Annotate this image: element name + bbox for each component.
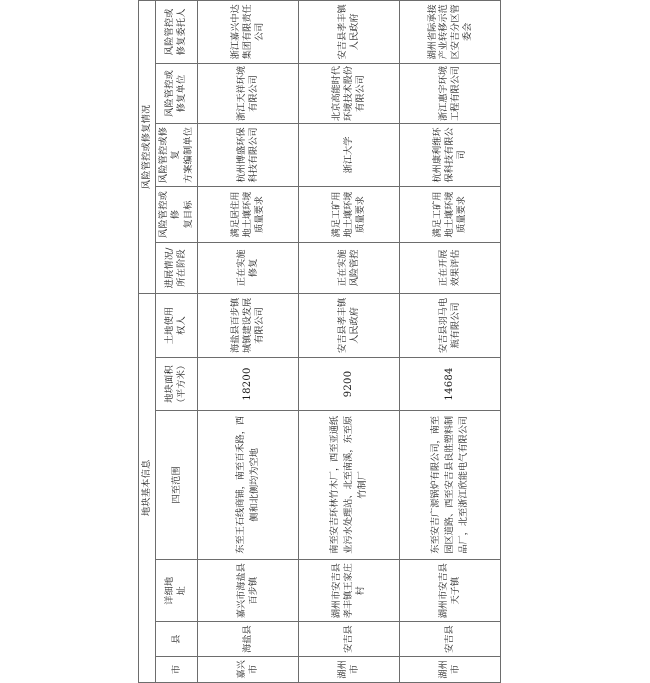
group-header-risk-control: 风险管控或修复情况 (139, 1, 156, 294)
cell-land-user: 安吉县羽马电瓶有限公司 (400, 293, 501, 358)
cell-boundary-range: 东至王石线商铺，南至百禾路，西侧和北侧均为空地 (198, 410, 299, 559)
column-header-area (155, 358, 197, 410)
cell-remediation-unit: 浙江惠宇环境工程有限公司 (400, 63, 501, 124)
column-header-land-user (155, 293, 197, 358)
cell-county: 海盐县 (198, 622, 299, 656)
cell-plan-unit: 杭州博盛环保科技有限公司 (198, 124, 299, 187)
cell-remediation-unit: 浙江天祥环境有限公司 (198, 63, 299, 124)
cell-plan-unit: 杭州康利维环保科技有限公司 (400, 124, 501, 187)
cell-area: 14684 (400, 358, 501, 410)
column-header-area-line2: （平方米） (176, 360, 188, 408)
group-header-row (139, 1, 156, 683)
cell-boundary-range: 南至安吉环林竹木厂，西至亚通纸业污水处理站、北至南溪，东至原竹制厂 (299, 410, 400, 559)
cell-goal: 满足居住用地土壤环境质量要求 (198, 186, 299, 242)
cell-county: 安吉县 (299, 622, 400, 656)
column-header-boundary-range: 四至范围 (155, 410, 197, 559)
cell-address: 嘉兴市海盐县百步镇 (198, 559, 299, 622)
column-header-row (155, 1, 197, 683)
cell-address: 湖州市安吉县天子镇 (400, 559, 501, 622)
cell-area: 18200 (198, 358, 299, 410)
column-header-land-user-line2: 权人 (176, 316, 188, 335)
column-header-county: 县 (155, 622, 197, 656)
cell-city: 嘉兴市 (198, 656, 299, 682)
column-header-address-line1: 详细地 (163, 576, 175, 605)
column-header-goal-line1: 风险管控或修 (157, 191, 182, 238)
cell-progress-stage: 正在实施修复 (198, 243, 299, 293)
column-header-entrustor-line1: 风险管控或 (163, 8, 175, 56)
cell-city: 湖州市 (400, 656, 501, 682)
column-header-plan-unit-line2: 方案编制单位 (182, 126, 194, 184)
column-header-progress-stage-line1: 进展情况/ (163, 247, 175, 289)
table-body (198, 1, 501, 683)
cell-boundary-range: 东至安吉广源锅炉有限公司，南至园区道路、西至安吉县良胜塑料制品厂，北至浙江欣能电气有限公司 (400, 410, 501, 559)
column-header-remediation-unit-line2: 修复单位 (176, 74, 188, 113)
cell-goal: 满足工矿用地土壤环境质量要求 (400, 186, 501, 242)
table-row (400, 1, 501, 683)
cell-entrustor: 湖州省际承接产业转移示范区安吉分区管委会 (400, 1, 501, 64)
table-head (139, 1, 198, 683)
group-header-parcel-info: 地块基本信息 (139, 293, 156, 682)
column-header-entrustor-line2: 修复委托人 (176, 8, 188, 56)
cell-entrustor: 浙江嘉兴中达集团有限责任公司 (198, 1, 299, 64)
cell-city: 湖州市 (299, 656, 400, 682)
table-container (138, 0, 568, 683)
column-header-goal (155, 186, 197, 242)
table-row (299, 1, 400, 683)
column-header-city: 市 (155, 656, 197, 682)
column-header-land-user-line1: 土地使用 (163, 306, 175, 345)
column-header-remediation-unit-line1: 风险管控或 (163, 69, 175, 117)
column-header-plan-unit-line1: 风险管控或修复 (157, 126, 182, 184)
cell-address: 湖州市安吉县孝丰镇王家庄村 (299, 559, 400, 622)
cell-land-user: 海盐县百步镇城镇建设发展有限公司 (198, 293, 299, 358)
column-header-entrustor (155, 1, 197, 64)
cell-progress-stage: 正在实施风险管控 (299, 243, 400, 293)
column-header-goal-line2: 复目标 (182, 200, 194, 229)
table-row (198, 1, 299, 683)
cell-county: 安吉县 (400, 622, 501, 656)
column-header-plan-unit (155, 124, 197, 187)
column-header-address-line2: 址 (176, 586, 188, 596)
cell-progress-stage: 正在开展效果评估 (400, 243, 501, 293)
cell-remediation-unit: 北京高能时代环境技术股份有限公司 (299, 63, 400, 124)
cell-area: 9200 (299, 358, 400, 410)
land-parcel-table (138, 0, 501, 683)
column-header-remediation-unit (155, 63, 197, 124)
cell-goal: 满足工矿用地土壤环境质量要求 (299, 186, 400, 242)
column-header-progress-stage (155, 243, 197, 293)
column-header-address (155, 559, 197, 622)
cell-plan-unit: 浙江大学 (299, 124, 400, 187)
cell-entrustor: 安吉县孝丰镇人民政府 (299, 1, 400, 64)
column-header-progress-stage-line2: 所在阶段 (176, 249, 188, 287)
column-header-area-line1: 地块面积 (163, 365, 175, 403)
cell-land-user: 安吉县孝丰镇人民政府 (299, 293, 400, 358)
